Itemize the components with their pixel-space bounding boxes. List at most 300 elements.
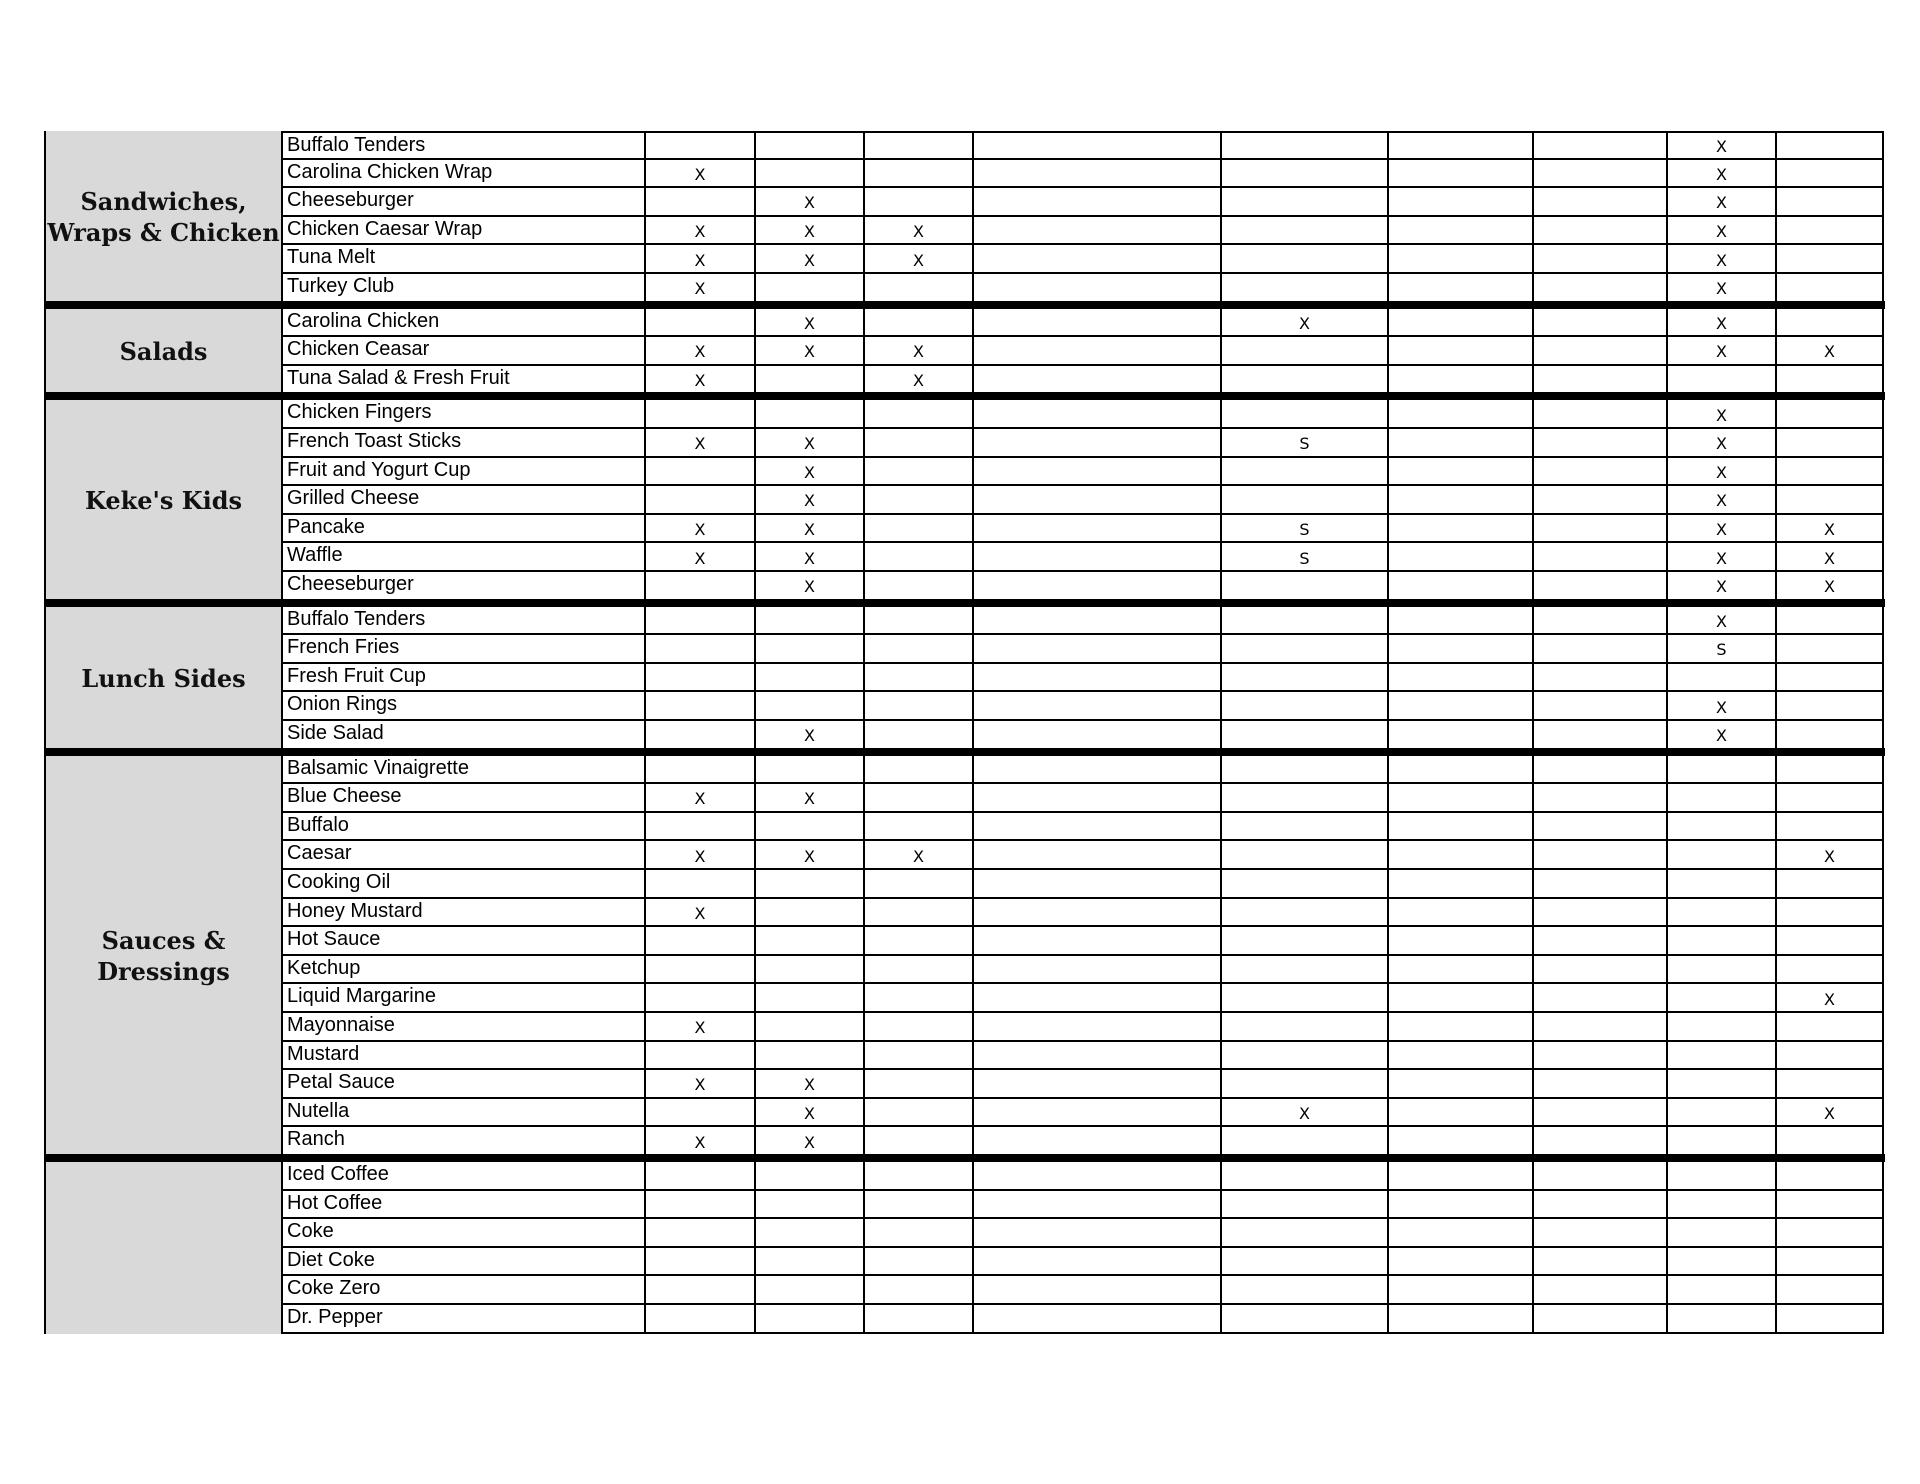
allergen-mark-cell xyxy=(972,1162,1220,1191)
allergen-mark-cell xyxy=(1775,1042,1884,1071)
allergen-mark-cell: X xyxy=(754,458,863,487)
item-name-cell: Fruit and Yogurt Cup xyxy=(281,458,644,487)
item-name-cell: Chicken Caesar Wrap xyxy=(281,217,644,246)
item-name-cell: Honey Mustard xyxy=(281,899,644,928)
allergen-mark-cell xyxy=(1775,1013,1884,1042)
allergen-mark-cell xyxy=(972,429,1220,458)
allergen-mark-cell xyxy=(1220,337,1387,366)
allergen-mark-cell xyxy=(754,607,863,636)
item-name-cell: Tuna Melt xyxy=(281,245,644,274)
item-name-cell: Dr. Pepper xyxy=(281,1305,644,1334)
item-name-cell: Nutella xyxy=(281,1099,644,1128)
allergen-mark-cell xyxy=(1532,664,1666,693)
allergen-mark-cell: X xyxy=(754,245,863,274)
category-label: Lunch Sides xyxy=(81,663,246,693)
item-name-cell: Petal Sauce xyxy=(281,1070,644,1099)
allergen-mark-cell xyxy=(972,572,1220,601)
allergen-mark-cell xyxy=(1775,899,1884,928)
item-name-cell: Caesar xyxy=(281,841,644,870)
category-label: Sandwiches, Wraps & Chicken xyxy=(47,186,280,247)
allergen-mark-cell xyxy=(754,984,863,1013)
allergen-mark-cell xyxy=(754,635,863,664)
allergen-mark-cell xyxy=(1220,131,1387,160)
allergen-mark-cell xyxy=(1775,400,1884,429)
allergen-mark-cell xyxy=(1387,956,1532,985)
allergen-mark-cell xyxy=(644,458,754,487)
allergen-mark-cell xyxy=(972,841,1220,870)
allergen-mark-cell xyxy=(1532,131,1666,160)
allergen-mark-cell xyxy=(1532,870,1666,899)
allergen-mark-cell xyxy=(863,400,972,429)
item-name-cell: Chicken Fingers xyxy=(281,400,644,429)
allergen-mark-cell xyxy=(644,607,754,636)
allergen-mark-cell xyxy=(1387,274,1532,303)
allergen-mark-cell xyxy=(972,784,1220,813)
allergen-mark-cell xyxy=(1532,1305,1666,1334)
allergen-mark-cell xyxy=(1775,131,1884,160)
allergen-mark-cell: X xyxy=(644,1070,754,1099)
allergen-mark-cell xyxy=(1532,1162,1666,1191)
allergen-mark-cell xyxy=(754,1305,863,1334)
item-name-cell: Pancake xyxy=(281,515,644,544)
allergen-mark-cell xyxy=(754,1042,863,1071)
allergen-mark-cell xyxy=(1532,274,1666,303)
allergen-mark-cell xyxy=(644,572,754,601)
allergen-mark-cell xyxy=(1532,572,1666,601)
allergen-mark-cell xyxy=(1666,841,1775,870)
allergen-mark-cell xyxy=(1387,899,1532,928)
allergen-mark-cell xyxy=(863,429,972,458)
section-divider xyxy=(44,1154,1885,1162)
category-label: Sauces & Dressings xyxy=(97,925,230,986)
allergen-mark-cell xyxy=(1775,366,1884,395)
allergen-mark-cell: X xyxy=(1666,160,1775,189)
allergen-mark-cell xyxy=(754,400,863,429)
allergen-mark-cell xyxy=(1220,1219,1387,1248)
allergen-mark-cell xyxy=(1387,870,1532,899)
allergen-mark-cell xyxy=(1775,721,1884,750)
allergen-mark-cell xyxy=(1387,1070,1532,1099)
allergen-mark-cell: X xyxy=(754,429,863,458)
allergen-mark-cell xyxy=(1220,784,1387,813)
allergen-mark-cell xyxy=(1666,899,1775,928)
allergen-mark-cell xyxy=(972,543,1220,572)
allergen-mark-cell xyxy=(1666,756,1775,785)
allergen-mark-cell xyxy=(972,160,1220,189)
allergen-mark-cell xyxy=(1666,1219,1775,1248)
allergen-mark-cell xyxy=(863,692,972,721)
allergen-mark-cell xyxy=(1387,1127,1532,1156)
item-name-cell: Tuna Salad & Fresh Fruit xyxy=(281,366,644,395)
item-name-cell: Balsamic Vinaigrette xyxy=(281,756,644,785)
allergen-mark-cell xyxy=(1220,692,1387,721)
allergen-mark-cell: X xyxy=(1666,245,1775,274)
allergen-mark-cell xyxy=(754,1248,863,1277)
allergen-mark-cell xyxy=(1532,956,1666,985)
allergen-mark-cell xyxy=(1387,429,1532,458)
item-name-cell: French Fries xyxy=(281,635,644,664)
allergen-mark-cell xyxy=(1666,1276,1775,1305)
allergen-mark-cell: X xyxy=(644,515,754,544)
category-cell xyxy=(44,309,281,395)
allergen-mark-cell xyxy=(972,870,1220,899)
allergen-mark-cell xyxy=(1387,692,1532,721)
item-name-cell: Cheeseburger xyxy=(281,572,644,601)
allergen-mark-cell xyxy=(863,274,972,303)
allergen-mark-cell xyxy=(644,1276,754,1305)
allergen-mark-cell: X xyxy=(863,841,972,870)
allergen-mark-cell xyxy=(972,1248,1220,1277)
allergen-mark-cell xyxy=(972,607,1220,636)
allergen-mark-cell xyxy=(644,1042,754,1071)
allergen-mark-cell xyxy=(972,337,1220,366)
allergen-mark-cell xyxy=(1387,1305,1532,1334)
allergen-mark-cell: X xyxy=(754,572,863,601)
allergen-mark-cell xyxy=(863,1191,972,1220)
allergen-mark-cell xyxy=(1532,899,1666,928)
allergen-mark-cell xyxy=(754,870,863,899)
allergen-mark-cell xyxy=(1220,1248,1387,1277)
item-name-cell: Liquid Margarine xyxy=(281,984,644,1013)
allergen-mark-cell xyxy=(863,927,972,956)
allergen-mark-cell xyxy=(1532,721,1666,750)
allergen-mark-cell xyxy=(863,1248,972,1277)
allergen-mark-cell xyxy=(1220,572,1387,601)
item-name-cell: Turkey Club xyxy=(281,274,644,303)
allergen-mark-cell xyxy=(1220,274,1387,303)
allergen-mark-cell xyxy=(1220,458,1387,487)
allergen-mark-cell xyxy=(644,486,754,515)
allergen-mark-cell xyxy=(644,984,754,1013)
allergen-mark-cell xyxy=(863,458,972,487)
allergen-mark-cell xyxy=(1532,607,1666,636)
allergen-mark-cell: X xyxy=(1666,274,1775,303)
allergen-mark-cell xyxy=(1775,217,1884,246)
allergen-mark-cell xyxy=(644,131,754,160)
allergen-mark-cell xyxy=(863,1013,972,1042)
allergen-mark-cell: X xyxy=(1666,400,1775,429)
allergen-mark-cell xyxy=(1775,486,1884,515)
allergen-mark-cell: X xyxy=(754,309,863,338)
allergen-mark-cell xyxy=(1775,1219,1884,1248)
allergen-mark-cell xyxy=(1220,217,1387,246)
allergen-mark-cell xyxy=(1387,607,1532,636)
allergen-mark-cell: X xyxy=(644,274,754,303)
allergen-mark-cell xyxy=(1775,429,1884,458)
allergen-mark-cell xyxy=(1220,870,1387,899)
allergen-mark-cell xyxy=(863,486,972,515)
allergen-mark-cell xyxy=(754,813,863,842)
allergen-mark-cell xyxy=(1532,1013,1666,1042)
allergen-mark-cell xyxy=(972,366,1220,395)
allergen-mark-cell xyxy=(1775,1191,1884,1220)
allergen-mark-cell xyxy=(1387,721,1532,750)
allergen-mark-cell: X xyxy=(863,217,972,246)
allergen-mark-cell xyxy=(1775,188,1884,217)
allergen-mark-cell xyxy=(1532,188,1666,217)
item-name-cell: Blue Cheese xyxy=(281,784,644,813)
item-name-cell: Iced Coffee xyxy=(281,1162,644,1191)
allergen-mark-cell xyxy=(863,1162,972,1191)
allergen-mark-cell xyxy=(1387,784,1532,813)
allergen-mark-cell xyxy=(1532,1070,1666,1099)
allergen-mark-cell xyxy=(644,1162,754,1191)
allergen-mark-cell xyxy=(1387,309,1532,338)
allergen-mark-cell: X xyxy=(754,337,863,366)
allergen-mark-cell: X xyxy=(754,1099,863,1128)
item-name-cell: Ketchup xyxy=(281,956,644,985)
allergen-mark-cell xyxy=(1532,1219,1666,1248)
allergen-mark-cell xyxy=(863,160,972,189)
allergen-mark-cell: X xyxy=(1666,458,1775,487)
allergen-mark-cell: X xyxy=(754,1127,863,1156)
allergen-mark-cell: X xyxy=(1666,217,1775,246)
allergen-mark-cell xyxy=(1775,1276,1884,1305)
item-name-cell: Carolina Chicken xyxy=(281,309,644,338)
allergen-mark-cell xyxy=(1387,1191,1532,1220)
allergen-mark-cell xyxy=(863,131,972,160)
allergen-mark-cell: X xyxy=(644,160,754,189)
allergen-mark-cell: X xyxy=(863,366,972,395)
allergen-mark-cell xyxy=(1220,188,1387,217)
allergen-mark-cell xyxy=(1387,366,1532,395)
allergen-mark-cell xyxy=(1532,245,1666,274)
allergen-mark-cell: X xyxy=(863,245,972,274)
item-name-cell: Coke Zero xyxy=(281,1276,644,1305)
category-cell xyxy=(44,1162,281,1334)
allergen-mark-cell xyxy=(1532,486,1666,515)
item-name-cell: Cheeseburger xyxy=(281,188,644,217)
allergen-mark-cell xyxy=(1387,217,1532,246)
allergen-mark-cell xyxy=(1387,543,1532,572)
allergen-mark-cell xyxy=(863,1276,972,1305)
allergen-mark-cell xyxy=(1532,1099,1666,1128)
allergen-mark-cell xyxy=(972,813,1220,842)
allergen-mark-cell xyxy=(754,366,863,395)
allergen-mark-cell xyxy=(1666,664,1775,693)
allergen-mark-cell xyxy=(972,1099,1220,1128)
allergen-mark-cell xyxy=(1220,160,1387,189)
allergen-mark-cell: X xyxy=(644,841,754,870)
item-name-cell: Buffalo xyxy=(281,813,644,842)
item-name-cell: Fresh Fruit Cup xyxy=(281,664,644,693)
allergen-mark-cell xyxy=(863,721,972,750)
allergen-mark-cell xyxy=(1387,841,1532,870)
item-name-cell: French Toast Sticks xyxy=(281,429,644,458)
allergen-mark-cell xyxy=(1220,400,1387,429)
allergen-mark-cell xyxy=(1532,784,1666,813)
allergen-mark-cell xyxy=(644,927,754,956)
allergen-mark-cell xyxy=(972,1127,1220,1156)
allergen-mark-cell xyxy=(1666,1127,1775,1156)
item-name-cell: Diet Coke xyxy=(281,1248,644,1277)
allergen-mark-cell: S xyxy=(1220,429,1387,458)
allergen-mark-cell xyxy=(972,1219,1220,1248)
allergen-mark-cell xyxy=(1387,813,1532,842)
allergen-mark-cell xyxy=(1220,956,1387,985)
allergen-mark-cell xyxy=(1220,664,1387,693)
category-label: Keke's Kids xyxy=(85,485,242,515)
allergen-mark-cell xyxy=(1220,635,1387,664)
allergen-mark-cell xyxy=(972,458,1220,487)
allergen-mark-cell: X xyxy=(1666,515,1775,544)
allergen-mark-cell xyxy=(1775,1162,1884,1191)
allergen-mark-cell xyxy=(1387,400,1532,429)
allergen-mark-cell xyxy=(1666,1042,1775,1071)
allergen-mark-cell: X xyxy=(1775,543,1884,572)
allergen-mark-cell xyxy=(1387,131,1532,160)
item-name-cell: Cooking Oil xyxy=(281,870,644,899)
allergen-mark-cell xyxy=(644,721,754,750)
allergen-mark-cell xyxy=(644,635,754,664)
allergen-mark-cell: X xyxy=(754,188,863,217)
allergen-mark-cell xyxy=(644,870,754,899)
allergen-mark-cell: X xyxy=(1775,337,1884,366)
allergen-mark-cell xyxy=(1220,1191,1387,1220)
allergen-mark-cell xyxy=(972,1305,1220,1334)
allergen-mark-cell xyxy=(1220,1276,1387,1305)
item-name-cell: Waffle xyxy=(281,543,644,572)
allergen-mark-cell xyxy=(1532,692,1666,721)
allergen-mark-cell xyxy=(644,756,754,785)
allergen-mark-cell: X xyxy=(644,429,754,458)
allergen-mark-cell xyxy=(972,721,1220,750)
allergen-mark-cell xyxy=(1387,1013,1532,1042)
allergen-mark-cell xyxy=(1220,1127,1387,1156)
allergen-mark-cell: X xyxy=(1666,337,1775,366)
category-cell xyxy=(44,607,281,750)
allergen-mark-cell xyxy=(863,870,972,899)
allergen-mark-cell xyxy=(644,813,754,842)
allergen-mark-cell xyxy=(644,1248,754,1277)
allergen-mark-cell xyxy=(1532,217,1666,246)
allergen-mark-cell xyxy=(863,1042,972,1071)
allergen-mark-cell xyxy=(1775,692,1884,721)
allergen-mark-cell xyxy=(754,956,863,985)
allergen-mark-cell xyxy=(1532,927,1666,956)
allergen-mark-cell: X xyxy=(644,543,754,572)
allergen-mark-cell xyxy=(1775,813,1884,842)
allergen-mark-cell xyxy=(1532,309,1666,338)
allergen-mark-cell xyxy=(863,188,972,217)
allergen-mark-cell xyxy=(754,756,863,785)
allergen-mark-cell xyxy=(1775,458,1884,487)
allergen-mark-cell xyxy=(644,956,754,985)
allergen-mark-cell xyxy=(972,927,1220,956)
allergen-mark-cell xyxy=(972,899,1220,928)
item-name-cell: Hot Coffee xyxy=(281,1191,644,1220)
allergen-mark-cell xyxy=(754,664,863,693)
allergen-mark-cell xyxy=(972,486,1220,515)
allergen-mark-cell xyxy=(1387,572,1532,601)
allergen-mark-cell xyxy=(1775,607,1884,636)
allergen-mark-cell xyxy=(644,1191,754,1220)
item-name-cell: Grilled Cheese xyxy=(281,486,644,515)
allergen-mark-cell xyxy=(1220,813,1387,842)
allergen-mark-cell xyxy=(754,692,863,721)
category-cell xyxy=(44,400,281,600)
allergen-mark-cell xyxy=(1220,1305,1387,1334)
allergen-mark-cell xyxy=(1532,1127,1666,1156)
allergen-mark-cell xyxy=(1666,870,1775,899)
allergen-mark-cell xyxy=(863,543,972,572)
item-name-cell: Side Salad xyxy=(281,721,644,750)
allergen-mark-cell xyxy=(1387,458,1532,487)
allergen-mark-cell xyxy=(863,607,972,636)
allergen-mark-cell xyxy=(754,274,863,303)
allergen-mark-cell xyxy=(1666,813,1775,842)
allergen-mark-cell xyxy=(1775,1305,1884,1334)
allergen-mark-cell xyxy=(1532,400,1666,429)
allergen-mark-cell xyxy=(644,309,754,338)
allergen-mark-cell: X xyxy=(644,217,754,246)
allergen-mark-cell xyxy=(1532,543,1666,572)
section-divider xyxy=(44,599,1885,607)
allergen-mark-cell xyxy=(1666,1305,1775,1334)
allergen-mark-cell xyxy=(754,1162,863,1191)
allergen-mark-cell xyxy=(1666,1191,1775,1220)
allergen-mark-cell xyxy=(972,217,1220,246)
allergen-mark-cell xyxy=(1387,337,1532,366)
allergen-mark-cell xyxy=(1220,607,1387,636)
allergen-mark-cell xyxy=(1220,1013,1387,1042)
allergen-mark-cell xyxy=(1220,486,1387,515)
allergen-mark-cell xyxy=(863,309,972,338)
allergen-mark-cell xyxy=(754,1013,863,1042)
allergen-mark-cell xyxy=(972,984,1220,1013)
allergen-mark-cell xyxy=(972,274,1220,303)
item-name-cell: Ranch xyxy=(281,1127,644,1156)
allergen-mark-cell xyxy=(1220,841,1387,870)
allergen-mark-cell xyxy=(1532,1276,1666,1305)
item-name-cell: Mayonnaise xyxy=(281,1013,644,1042)
allergen-mark-cell: X xyxy=(1775,841,1884,870)
category-cell xyxy=(44,756,281,1156)
allergen-mark-cell xyxy=(1666,984,1775,1013)
allergen-mark-cell xyxy=(1220,721,1387,750)
item-name-cell: Hot Sauce xyxy=(281,927,644,956)
allergen-mark-cell: X xyxy=(644,366,754,395)
allergen-mark-cell xyxy=(1220,1070,1387,1099)
allergen-mark-cell xyxy=(972,635,1220,664)
allergen-mark-cell xyxy=(1666,956,1775,985)
section-divider xyxy=(44,301,1885,309)
allergen-mark-cell xyxy=(1775,784,1884,813)
allergen-mark-cell xyxy=(1532,515,1666,544)
allergen-mark-cell xyxy=(972,515,1220,544)
allergen-mark-cell xyxy=(1387,1162,1532,1191)
allergen-mark-cell xyxy=(863,635,972,664)
item-name-cell: Buffalo Tenders xyxy=(281,131,644,160)
allergen-mark-cell xyxy=(863,1305,972,1334)
allergen-mark-cell xyxy=(1387,1042,1532,1071)
allergen-mark-cell xyxy=(1775,664,1884,693)
allergen-mark-cell xyxy=(1666,1099,1775,1128)
allergen-mark-cell xyxy=(863,756,972,785)
allergen-mark-cell xyxy=(863,1127,972,1156)
allergen-mark-cell xyxy=(863,515,972,544)
allergen-mark-cell: X xyxy=(1666,721,1775,750)
allergen-mark-cell: X xyxy=(1666,486,1775,515)
allergen-mark-cell xyxy=(1387,984,1532,1013)
allergen-mark-cell xyxy=(1387,756,1532,785)
section-divider xyxy=(44,392,1885,400)
allergen-mark-cell: X xyxy=(754,1070,863,1099)
allergen-mark-cell: X xyxy=(754,841,863,870)
allergen-mark-cell xyxy=(1775,756,1884,785)
allergen-mark-cell xyxy=(1387,515,1532,544)
allergen-mark-cell xyxy=(1666,1248,1775,1277)
